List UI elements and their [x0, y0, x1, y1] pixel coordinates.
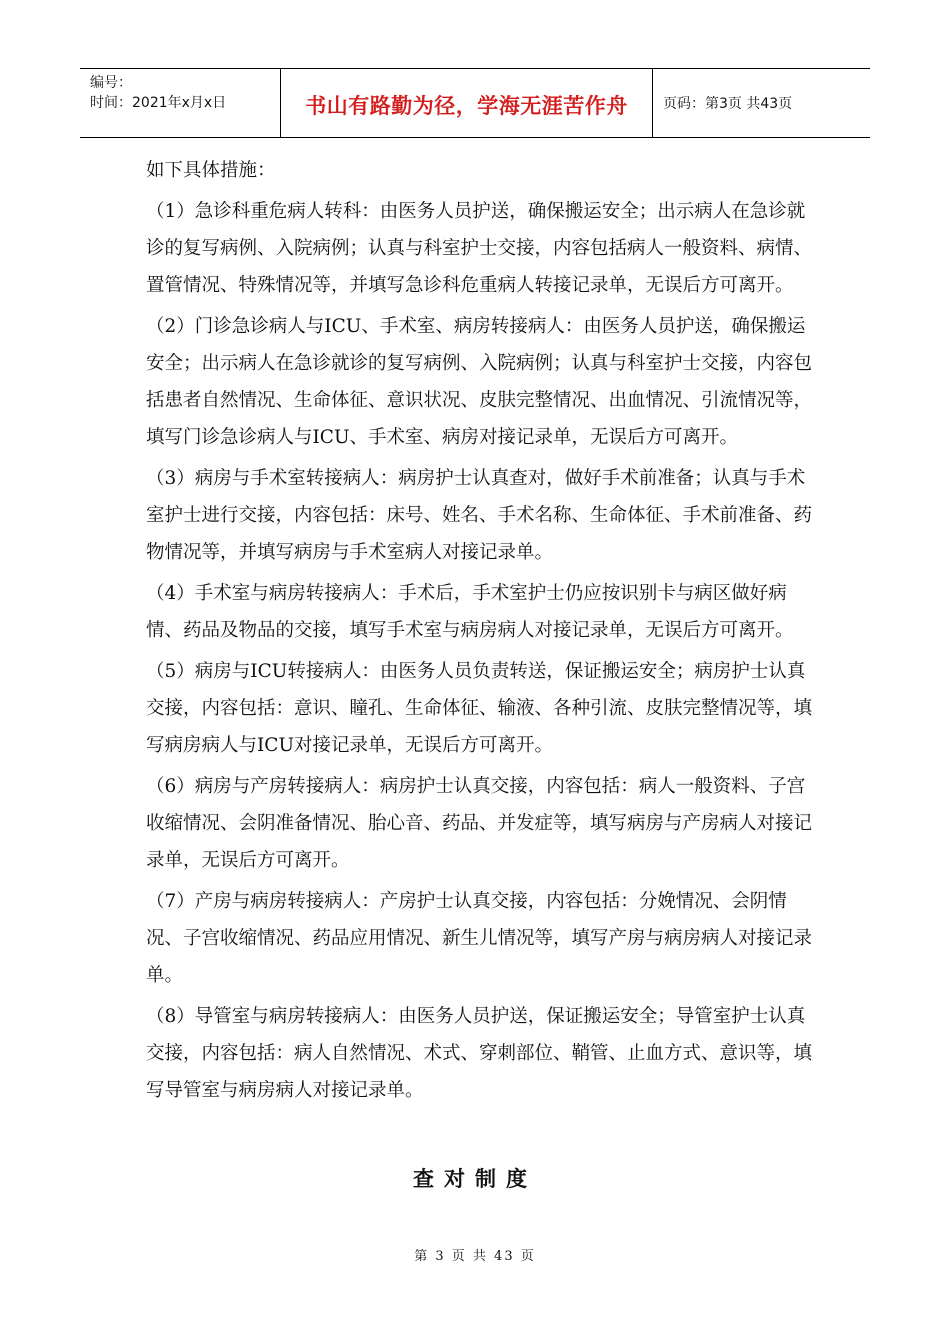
measure-item-2: （2）门诊急诊病人与ICU、手术室、病房转接病人：由医务人员护送，确保搬运安全；出示病人在急诊就诊的复写病例、入院病例；认真与科室护士交接，内容包括患者自然情况、生命体征、意识状况、皮肤完整情况、出血情况、引流情况等，填写门诊急诊病人与ICU、手术室、病房对接记录单，无误后方可离开。	[146, 316, 813, 448]
document-date: 时间：2021年x月x日	[90, 95, 227, 111]
measure-item-8: （8）导管室与病房转接病人：由医务人员护送，保证搬运安全；导管室护士认真交接，内容包括：病人自然情况、术式、穿刺部位、鞘管、止血方式、意识等，填写导管室与病房病人对接记录单。	[146, 1006, 813, 1101]
measure-item-7: （7）产房与病房转接病人：产房护士认真交接，内容包括：分娩情况、会阴情况、子宫收缩情况、药品应用情况、新生儿情况等，填写产房与病房病人对接记录单。	[146, 891, 813, 986]
measure-item-1: （1）急诊科重危病人转科：由医务人员护送，确保搬运安全；出示病人在急诊就诊的复写病例、入院病例；认真与科室护士交接，内容包括病人一般资料、病情、置管情况、特殊情况等，并填写急诊科危重病人转接记录单，无误后方可离开。	[146, 201, 813, 296]
section-heading: 查对制度	[413, 1167, 537, 1191]
intro-paragraph: 如下具体措施：	[146, 160, 276, 181]
header-page-info: 页码：第3页 共43页	[663, 96, 793, 112]
page-footer: 第 3 页 共 43 页	[414, 1249, 536, 1264]
header-motto: 书山有路勤为径，学海无涯苦作舟	[281, 69, 653, 137]
measure-item-5: （5）病房与ICU转接病人：由医务人员负责转送，保证搬运安全；病房护士认真交接，内容包括：意识、瞳孔、生命体征、输液、各种引流、皮肤完整情况等，填写病房病人与ICU对接记录单，无误后方可离开。	[146, 661, 813, 756]
header-meta	[80, 69, 281, 137]
page-header	[80, 68, 870, 138]
measure-item-3: （3）病房与手术室转接病人：病房护士认真查对，做好手术前准备；认真与手术室护士进行交接，内容包括：床号、姓名、手术名称、生命体征、手术前准备、药物情况等，并填写病房与手术室病人对接记录单。	[146, 468, 813, 563]
document-body	[146, 152, 812, 1109]
measure-item-6: （6）病房与产房转接病人：病房护士认真交接，内容包括：病人一般资料、子宫收缩情况、会阴准备情况、胎心音、药品、并发症等，填写病房与产房病人对接记录单，无误后方可离开。	[146, 776, 813, 871]
document-number-label: 编号：	[90, 75, 132, 91]
measure-item-4: （4）手术室与病房转接病人：手术后，手术室护士仍应按识别卡与病区做好病情、药品及物品的交接，填写手术室与病房病人对接记录单，无误后方可离开。	[146, 583, 794, 641]
